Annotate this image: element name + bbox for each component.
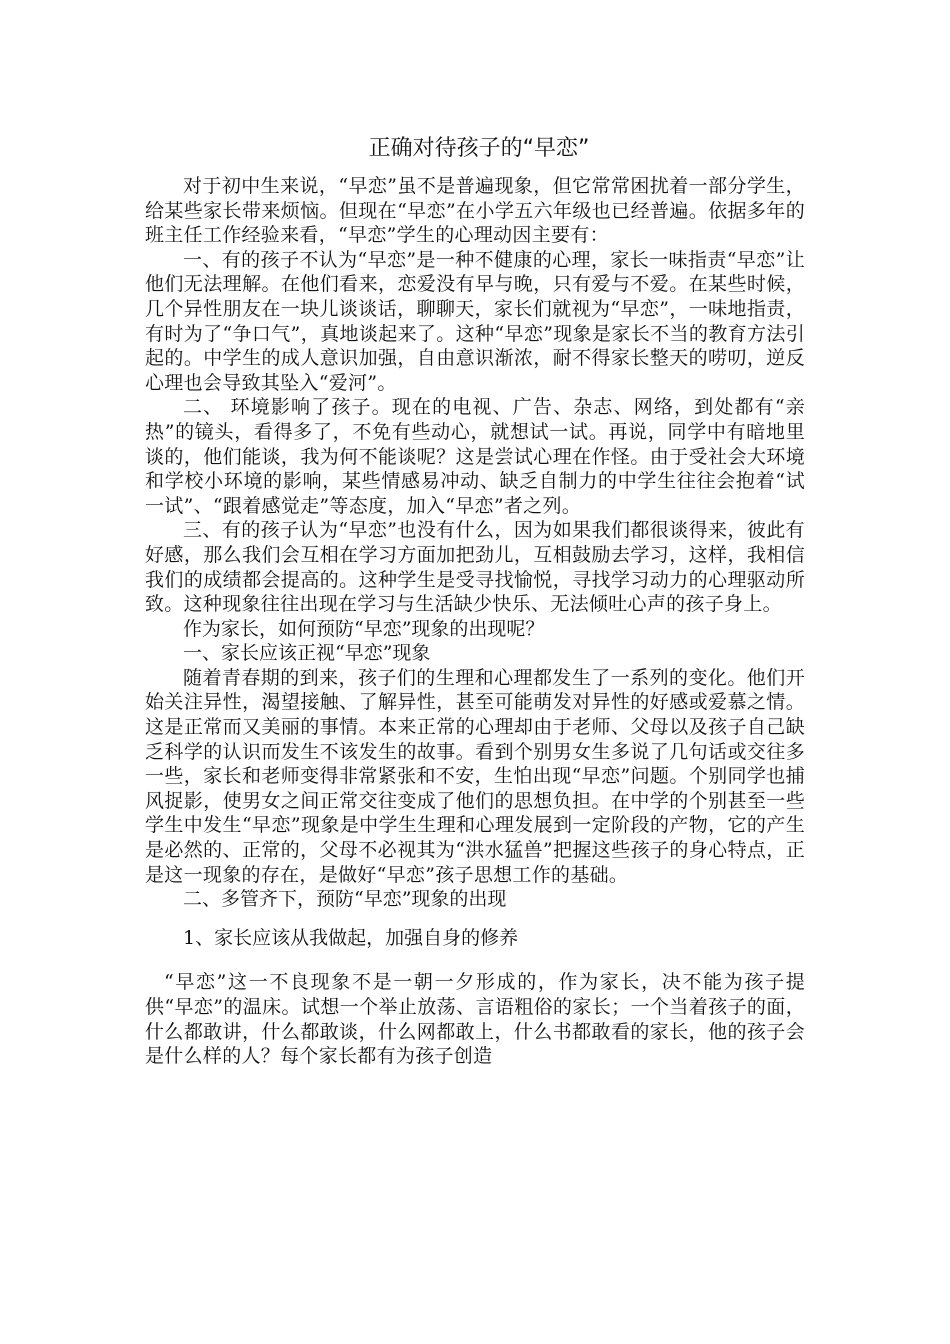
paragraph-intro: 对于初中生来说，“早恋”虽不是普遍现象，但它常常困扰着一部分学生，给某些家长带来烦恼。但现在“早恋”在小学五六年级也已经普遍。依据多年的班主任工作经验来看，“早恋”学生的心理动因主要有： [145,175,805,247]
paragraph-reason-two: 二、 环境影响了孩子。现在的电视、广告、杂志、网络，到处都有“亲热”的镜头，看得多了，不免有些动心，就想试一试。再说，同学中有暗地里谈的，他们能谈，我为何不能谈呢？这是尝试心理在作怪。由于受社会大环境和学校小环境的影响，某些情感易冲动、缺乏自制力的中学生往往会抱着“试一试”、“跟着感觉走”等态度，加入“早恋”者之列。 [145,396,805,517]
paragraph-question: 作为家长，如何预防“早恋”现象的出现呢？ [183,617,545,640]
paragraph-parents: “早恋”这一不良现象不是一朝一夕形成的，作为家长，决不能为孩子提供“早恋”的温床。试想一个举止放荡、言语粗俗的家长；一个当着孩子的面，什么都敢讲，什么都敢谈，什么网都敢上，什么书都敢看的家长，他的孩子会是什么样的人？每个家长都有为孩子创造 [145,971,805,1068]
section-heading-one: 一、家长应该正视“早恋”现象 [183,642,431,665]
document-title: 正确对待孩子的“早恋” [368,136,590,161]
paragraph-puberty: 随着青春期的到来，孩子们的生理和心理都发生了一系列的变化。他们开始关注异性，渴望接触、了解异性，甚至可能萌发对异性的好感或爱慕之情。这是正常而又美丽的事情。本来正常的心理却由于老师、父母以及孩子自己缺乏科学的认识而发生不该发生的故事。看到个别男女生多说了几句话或交往多一些，家长和老师变得非常紧张和不安，生怕出现“早恋”问题。个别同学也捕风捉影，使男女之间正常交往变成了他们的思想负担。在中学的个别甚至一些学生中发生“早恋”现象是中学生生理和心理发展到一定阶段的产物，它的产生是必然的、正常的，父母不必视其为“洪水猛兽”把握这些孩子的身心特点，正是这一现象的存在，是做好“早恋”孩子思想工作的基础。 [145,666,805,886]
paragraph-reason-one: 一、有的孩子不认为“早恋”是一种不健康的心理，家长一味指责“早恋”让他们无法理解。在他们看来，恋爱没有早与晚，只有爱与不爱。在某些时候，几个异性朋友在一块儿谈谈话，聊聊天，家长们就视为“早恋”，一味地指责，有时为了“争口气”，真地谈起来了。这种“早恋”现象是家长不当的教育方法引起的。中学生的成人意识加强，自由意识渐浓，耐不得家长整天的唠叨，逆反心理也会导致其坠入“爱河”。 [145,248,805,394]
subsection-heading-one: 1、家长应该从我做起，加强自身的修养 [183,926,519,949]
document-page [145,132,805,1069]
paragraph-reason-three: 三、有的孩子认为“早恋”也没有什么，因为如果我们都很谈得来，彼此有好感，那么我们会互相在学习方面加把劲儿，互相鼓励去学习，这样，我相信我们的成绩都会提高的。这种学生是受寻找愉悦，寻找学习动力的心理驱动所致。这种现象往往出现在学习与生活缺少快乐、无法倾吐心声的孩子身上。 [145,519,805,616]
section-heading-two: 二、多管齐下，预防“早恋”现象的出现 [183,888,507,911]
